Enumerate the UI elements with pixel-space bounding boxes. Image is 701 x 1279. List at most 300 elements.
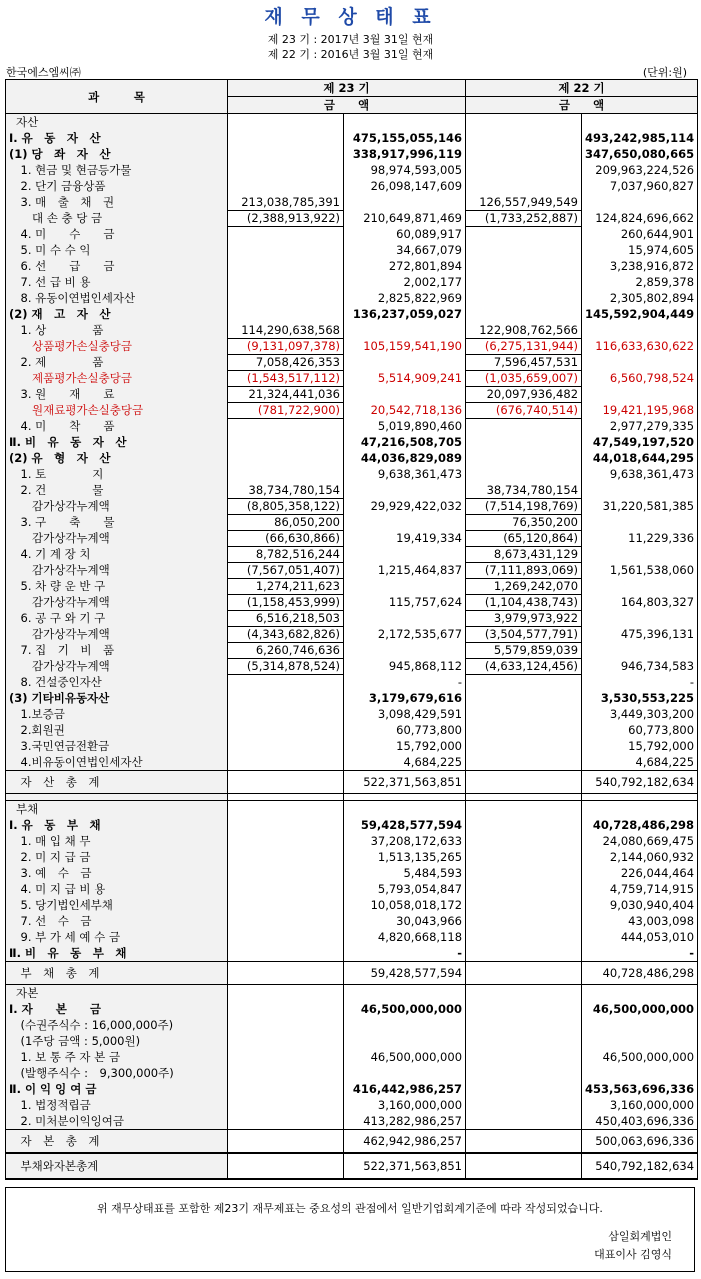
row-sub-amount: (4,343,682,826) — [228, 626, 344, 642]
table-row — [6, 929, 698, 945]
row-sub-amount: (1,035,659,007) — [466, 370, 582, 386]
row-amount: 4,759,714,915 — [582, 881, 698, 897]
row-label: 2. 제 품 — [6, 354, 228, 370]
footnote-text: 위 재무상태표를 포함한 제23기 재무제표는 중요성의 관점에서 일반기업회계기준에 따라 작성되었습니다. — [97, 1202, 603, 1215]
row-label: 8. 건설중인자산 — [6, 674, 228, 690]
row-sub-amount — [466, 1153, 582, 1179]
row-amount: - — [344, 674, 466, 690]
row-label: 6. 선 급 금 — [6, 258, 228, 274]
row-sub-amount — [466, 1049, 582, 1065]
row-amount: 1,513,135,265 — [344, 849, 466, 865]
row-sub-amount — [466, 801, 582, 818]
table-row — [6, 754, 698, 771]
row-amount — [344, 1065, 466, 1081]
row-label: 상품평가손실충당금 — [6, 338, 228, 354]
row-amount: 2,172,535,677 — [344, 626, 466, 642]
row-sub-amount — [228, 258, 344, 274]
table-row — [6, 801, 698, 818]
row-amount: 444,053,010 — [582, 929, 698, 945]
row-sub-amount — [228, 130, 344, 146]
row-amount: 2,825,822,969 — [344, 290, 466, 306]
row-label: (발행주식수 : 9,300,000주) — [6, 1065, 228, 1081]
table-row — [6, 674, 698, 690]
row-amount: 4,684,225 — [582, 754, 698, 771]
row-sub-amount — [228, 114, 344, 131]
row-amount: 24,080,669,475 — [582, 833, 698, 849]
row-sub-amount — [466, 1130, 582, 1154]
row-label: 2. 미처분이익잉여금 — [6, 1113, 228, 1130]
row-amount: 9,638,361,473 — [344, 466, 466, 482]
row-amount: 946,734,583 — [582, 658, 698, 674]
row-sub-amount: (676,740,514) — [466, 402, 582, 418]
row-label — [6, 794, 228, 801]
row-sub-amount — [228, 466, 344, 482]
table-row — [6, 817, 698, 833]
row-amount: 44,036,829,089 — [344, 450, 466, 466]
row-sub-amount: (4,633,124,456) — [466, 658, 582, 674]
table-row — [6, 370, 698, 386]
row-label: 2.회원권 — [6, 722, 228, 738]
row-sub-amount: (1,543,517,112) — [228, 370, 344, 386]
table-row — [6, 498, 698, 514]
row-amount: 60,773,800 — [582, 722, 698, 738]
row-sub-amount — [228, 1081, 344, 1097]
row-amount: 4,820,668,118 — [344, 929, 466, 945]
row-amount: 413,282,986,257 — [344, 1113, 466, 1130]
row-amount: 15,792,000 — [582, 738, 698, 754]
row-sub-amount — [466, 945, 582, 962]
table-row — [6, 338, 698, 354]
row-amount: 5,019,890,460 — [344, 418, 466, 434]
table-row — [6, 514, 698, 530]
row-amount: 7,037,960,827 — [582, 178, 698, 194]
row-sub-amount: 6,516,218,503 — [228, 610, 344, 626]
row-label: 3. 구 축 물 — [6, 514, 228, 530]
table-row — [6, 354, 698, 370]
row-sub-amount — [228, 897, 344, 913]
row-label: 1. 법정적립금 — [6, 1097, 228, 1113]
row-sub-amount — [466, 1033, 582, 1049]
table-row — [6, 290, 698, 306]
row-amount: 47,549,197,520 — [582, 434, 698, 450]
row-amount — [582, 194, 698, 210]
row-sub-amount — [228, 306, 344, 322]
row-sub-amount — [466, 817, 582, 833]
table-row — [6, 482, 698, 498]
row-amount: 124,824,696,662 — [582, 210, 698, 226]
row-sub-amount — [228, 962, 344, 985]
table-row — [6, 114, 698, 131]
row-label: 4. 미 착 품 — [6, 418, 228, 434]
row-sub-amount: 1,269,242,070 — [466, 578, 582, 594]
table-row — [6, 913, 698, 929]
row-label: 3. 원 재 료 — [6, 386, 228, 402]
table-row — [6, 690, 698, 706]
row-amount: 59,428,577,594 — [344, 817, 466, 833]
row-sub-amount — [228, 674, 344, 690]
row-amount — [344, 801, 466, 818]
table-row — [6, 1153, 698, 1179]
row-amount — [582, 482, 698, 498]
row-label: 7. 선 급 비 용 — [6, 274, 228, 290]
table-row — [6, 242, 698, 258]
row-sub-amount — [228, 242, 344, 258]
row-sub-amount — [466, 162, 582, 178]
table-row — [6, 1001, 698, 1017]
table-row — [6, 546, 698, 562]
table-row — [6, 794, 698, 801]
unit-label: (단위:원) — [642, 66, 687, 79]
row-label: 부채 — [6, 801, 228, 818]
row-sub-amount — [228, 738, 344, 754]
row-label: 1. 상 품 — [6, 322, 228, 338]
row-amount: 98,974,593,005 — [344, 162, 466, 178]
row-sub-amount — [466, 771, 582, 794]
row-label: 2. 단기 금융상품 — [6, 178, 228, 194]
row-label: Ⅰ. 자 본 금 — [6, 1001, 228, 1017]
row-amount: 46,500,000,000 — [344, 1049, 466, 1065]
row-label: (수권주식수 : 16,000,000주) — [6, 1017, 228, 1033]
row-sub-amount — [228, 771, 344, 794]
row-sub-amount — [466, 881, 582, 897]
row-amount: - — [582, 945, 698, 962]
row-amount: 9,030,940,404 — [582, 897, 698, 913]
table-row — [6, 402, 698, 418]
row-sub-amount — [466, 722, 582, 738]
row-label: 감가상각누계액 — [6, 658, 228, 674]
table-row — [6, 738, 698, 754]
row-sub-amount — [228, 1130, 344, 1154]
table-row — [6, 130, 698, 146]
row-amount: - — [344, 945, 466, 962]
row-sub-amount: 8,673,431,129 — [466, 546, 582, 562]
row-sub-amount — [228, 690, 344, 706]
row-amount: 210,649,871,469 — [344, 210, 466, 226]
table-row — [6, 450, 698, 466]
row-amount: 475,155,055,146 — [344, 130, 466, 146]
row-label: 9. 부 가 세 예 수 금 — [6, 929, 228, 945]
row-amount: 136,237,059,027 — [344, 306, 466, 322]
row-amount: 44,018,644,295 — [582, 450, 698, 466]
row-sub-amount — [466, 1017, 582, 1033]
row-label: 7. 집 기 비 품 — [6, 642, 228, 658]
row-amount — [344, 194, 466, 210]
row-amount — [344, 114, 466, 131]
row-amount: 2,977,279,335 — [582, 418, 698, 434]
row-amount: 31,220,581,385 — [582, 498, 698, 514]
row-amount: 347,650,080,665 — [582, 146, 698, 162]
row-amount: 3,179,679,616 — [344, 690, 466, 706]
row-amount: 60,089,917 — [344, 226, 466, 242]
row-amount: 29,929,422,032 — [344, 498, 466, 514]
header-previous-amount: 금 액 — [466, 97, 698, 114]
row-sub-amount — [466, 1001, 582, 1017]
table-row — [6, 306, 698, 322]
row-sub-amount: (65,120,864) — [466, 530, 582, 546]
row-label: 자 본 총 계 — [6, 1130, 228, 1154]
row-sub-amount — [466, 178, 582, 194]
row-sub-amount — [466, 794, 582, 801]
row-label: 대 손 충 당 금 — [6, 210, 228, 226]
row-sub-amount: 1,274,211,623 — [228, 578, 344, 594]
row-sub-amount: 122,908,762,566 — [466, 322, 582, 338]
row-label: 부채와자본총계 — [6, 1153, 228, 1179]
row-label: (2) 유 형 자 산 — [6, 450, 228, 466]
row-amount: 20,542,718,136 — [344, 402, 466, 418]
row-sub-amount — [228, 178, 344, 194]
balance-sheet-table — [5, 79, 698, 1180]
row-amount: 338,917,996,119 — [344, 146, 466, 162]
row-sub-amount: (7,514,198,769) — [466, 498, 582, 514]
row-sub-amount — [228, 833, 344, 849]
row-label: Ⅱ. 비 유 동 자 산 — [6, 434, 228, 450]
row-sub-amount — [466, 690, 582, 706]
row-sub-amount — [228, 801, 344, 818]
table-row — [6, 530, 698, 546]
row-sub-amount — [466, 290, 582, 306]
row-sub-amount — [466, 274, 582, 290]
row-sub-amount — [466, 130, 582, 146]
row-sub-amount: 213,038,785,391 — [228, 194, 344, 210]
header-current-amount: 금 액 — [228, 97, 466, 114]
row-amount — [582, 801, 698, 818]
row-sub-amount — [228, 881, 344, 897]
table-row — [6, 146, 698, 162]
row-label: 1. 보 통 주 자 본 금 — [6, 1049, 228, 1065]
table-row — [6, 849, 698, 865]
row-amount: 2,859,378 — [582, 274, 698, 290]
table-row — [6, 210, 698, 226]
row-amount: 116,633,630,622 — [582, 338, 698, 354]
table-row — [6, 562, 698, 578]
row-sub-amount: (781,722,900) — [228, 402, 344, 418]
table-row — [6, 985, 698, 1002]
row-sub-amount — [228, 706, 344, 722]
row-label: 감가상각누계액 — [6, 562, 228, 578]
period-previous: 제 22 기 : 2016년 3월 31일 현재 — [267, 48, 434, 61]
row-label: 5. 차 량 운 반 구 — [6, 578, 228, 594]
row-label: Ⅱ. 이 익 잉 여 금 — [6, 1081, 228, 1097]
row-amount — [582, 322, 698, 338]
row-amount — [344, 794, 466, 801]
row-label: 3. 매 출 채 권 — [6, 194, 228, 210]
row-sub-amount — [466, 450, 582, 466]
ceo-signature: 대표이사 김영식 — [594, 1248, 672, 1261]
row-sub-amount — [466, 849, 582, 865]
row-amount — [582, 794, 698, 801]
row-amount: 105,159,541,190 — [344, 338, 466, 354]
row-sub-amount — [228, 1033, 344, 1049]
row-amount: 2,144,060,932 — [582, 849, 698, 865]
row-sub-amount — [228, 1001, 344, 1017]
row-amount: 3,098,429,591 — [344, 706, 466, 722]
table-row — [6, 434, 698, 450]
row-sub-amount — [228, 434, 344, 450]
row-amount: 19,419,334 — [344, 530, 466, 546]
row-sub-amount: 5,579,859,039 — [466, 642, 582, 658]
table-row — [6, 594, 698, 610]
table-row — [6, 962, 698, 985]
row-amount: 522,371,563,851 — [344, 771, 466, 794]
row-sub-amount — [466, 754, 582, 771]
row-sub-amount: 38,734,780,154 — [228, 482, 344, 498]
row-label: 5. 미 수 수 익 — [6, 242, 228, 258]
row-amount: 226,044,464 — [582, 865, 698, 881]
row-amount — [344, 386, 466, 402]
row-amount: 945,868,112 — [344, 658, 466, 674]
row-amount: 3,530,553,225 — [582, 690, 698, 706]
row-amount: 3,160,000,000 — [582, 1097, 698, 1113]
row-sub-amount — [466, 114, 582, 131]
row-amount — [344, 1033, 466, 1049]
row-amount — [582, 514, 698, 530]
table-row — [6, 1049, 698, 1065]
row-amount — [582, 1033, 698, 1049]
row-amount — [582, 985, 698, 1002]
row-amount: 2,002,177 — [344, 274, 466, 290]
row-amount: 115,757,624 — [344, 594, 466, 610]
row-label: 감가상각누계액 — [6, 530, 228, 546]
table-row — [6, 226, 698, 242]
row-sub-amount — [466, 226, 582, 242]
row-sub-amount — [466, 242, 582, 258]
row-sub-amount: 7,596,457,531 — [466, 354, 582, 370]
row-sub-amount — [466, 1065, 582, 1081]
row-label: 7. 선 수 금 — [6, 913, 228, 929]
row-sub-amount: (1,158,453,999) — [228, 594, 344, 610]
row-label: Ⅰ. 유 동 자 산 — [6, 130, 228, 146]
row-label: 4.비유동이연법인세자산 — [6, 754, 228, 771]
row-amount: 475,396,131 — [582, 626, 698, 642]
table-row — [6, 1097, 698, 1113]
row-amount — [344, 642, 466, 658]
row-amount: 43,003,098 — [582, 913, 698, 929]
table-row — [6, 1033, 698, 1049]
row-amount — [582, 354, 698, 370]
header-item: 과 목 — [6, 80, 228, 114]
company-name: 한국에스엠씨㈜ — [6, 66, 81, 79]
table-row — [6, 658, 698, 674]
row-sub-amount — [466, 962, 582, 985]
row-amount — [582, 578, 698, 594]
row-amount: 46,500,000,000 — [582, 1049, 698, 1065]
row-label: 2. 건 물 — [6, 482, 228, 498]
row-label: (3) 기타비유동자산 — [6, 690, 228, 706]
row-sub-amount: (66,630,866) — [228, 530, 344, 546]
row-sub-amount — [228, 162, 344, 178]
row-label: (2) 재 고 자 산 — [6, 306, 228, 322]
row-label: 감가상각누계액 — [6, 594, 228, 610]
row-amount: 145,592,904,449 — [582, 306, 698, 322]
row-amount: 47,216,508,705 — [344, 434, 466, 450]
row-sub-amount: 21,324,441,036 — [228, 386, 344, 402]
row-label: 3.국민연금전환금 — [6, 738, 228, 754]
row-sub-amount — [228, 1065, 344, 1081]
row-amount: 2,305,802,894 — [582, 290, 698, 306]
row-label: 감가상각누계액 — [6, 626, 228, 642]
row-amount: 10,058,018,172 — [344, 897, 466, 913]
row-sub-amount — [228, 146, 344, 162]
row-sub-amount — [228, 1017, 344, 1033]
row-label: Ⅱ. 비 유 동 부 채 — [6, 945, 228, 962]
row-sub-amount: (7,567,051,407) — [228, 562, 344, 578]
row-amount: 1,215,464,837 — [344, 562, 466, 578]
row-amount — [582, 1065, 698, 1081]
row-sub-amount — [228, 722, 344, 738]
row-amount — [582, 386, 698, 402]
row-amount — [344, 482, 466, 498]
row-amount: 5,793,054,847 — [344, 881, 466, 897]
row-amount — [344, 610, 466, 626]
row-sub-amount — [466, 1081, 582, 1097]
row-label: 자산 — [6, 114, 228, 131]
row-amount: 19,421,195,968 — [582, 402, 698, 418]
table-row — [6, 945, 698, 962]
row-sub-amount — [466, 865, 582, 881]
row-label: (1주당 금액 : 5,000원) — [6, 1033, 228, 1049]
row-sub-amount: 38,734,780,154 — [466, 482, 582, 498]
row-sub-amount — [228, 794, 344, 801]
row-sub-amount — [466, 258, 582, 274]
table-row — [6, 418, 698, 434]
row-label: 3. 예 수 금 — [6, 865, 228, 881]
row-sub-amount — [466, 466, 582, 482]
table-row — [6, 706, 698, 722]
row-sub-amount — [228, 1049, 344, 1065]
row-label: 자본 — [6, 985, 228, 1002]
row-amount: 3,160,000,000 — [344, 1097, 466, 1113]
row-sub-amount: (7,111,893,069) — [466, 562, 582, 578]
row-label: 4. 기 계 장 치 — [6, 546, 228, 562]
row-amount — [344, 578, 466, 594]
row-amount: 209,963,224,526 — [582, 162, 698, 178]
row-sub-amount — [228, 1153, 344, 1179]
row-amount — [582, 546, 698, 562]
row-amount: 450,403,696,336 — [582, 1113, 698, 1130]
row-sub-amount — [466, 985, 582, 1002]
row-sub-amount: (1,733,252,887) — [466, 210, 582, 226]
row-sub-amount — [228, 865, 344, 881]
row-sub-amount — [466, 1097, 582, 1113]
row-label: 감가상각누계액 — [6, 498, 228, 514]
row-label: (1) 당 좌 자 산 — [6, 146, 228, 162]
table-row — [6, 178, 698, 194]
row-amount — [344, 1017, 466, 1033]
row-amount: 40,728,486,298 — [582, 962, 698, 985]
table-row — [6, 386, 698, 402]
row-amount: - — [582, 674, 698, 690]
row-amount: 272,801,894 — [344, 258, 466, 274]
row-sub-amount — [228, 985, 344, 1002]
row-amount: 11,229,336 — [582, 530, 698, 546]
row-sub-amount — [228, 274, 344, 290]
row-label: 1. 토 지 — [6, 466, 228, 482]
table-row — [6, 322, 698, 338]
row-label: 4. 미 지 급 비 용 — [6, 881, 228, 897]
row-sub-amount — [466, 738, 582, 754]
row-amount: 26,098,147,609 — [344, 178, 466, 194]
row-sub-amount — [466, 306, 582, 322]
row-amount: 60,773,800 — [344, 722, 466, 738]
row-label: 제품평가손실충당금 — [6, 370, 228, 386]
row-amount: 5,484,593 — [344, 865, 466, 881]
row-sub-amount — [228, 817, 344, 833]
row-sub-amount — [228, 913, 344, 929]
row-label: 8. 유동이연법인세자산 — [6, 290, 228, 306]
table-row — [6, 1017, 698, 1033]
row-amount: 540,792,182,634 — [582, 1153, 698, 1179]
row-amount: 522,371,563,851 — [344, 1153, 466, 1179]
